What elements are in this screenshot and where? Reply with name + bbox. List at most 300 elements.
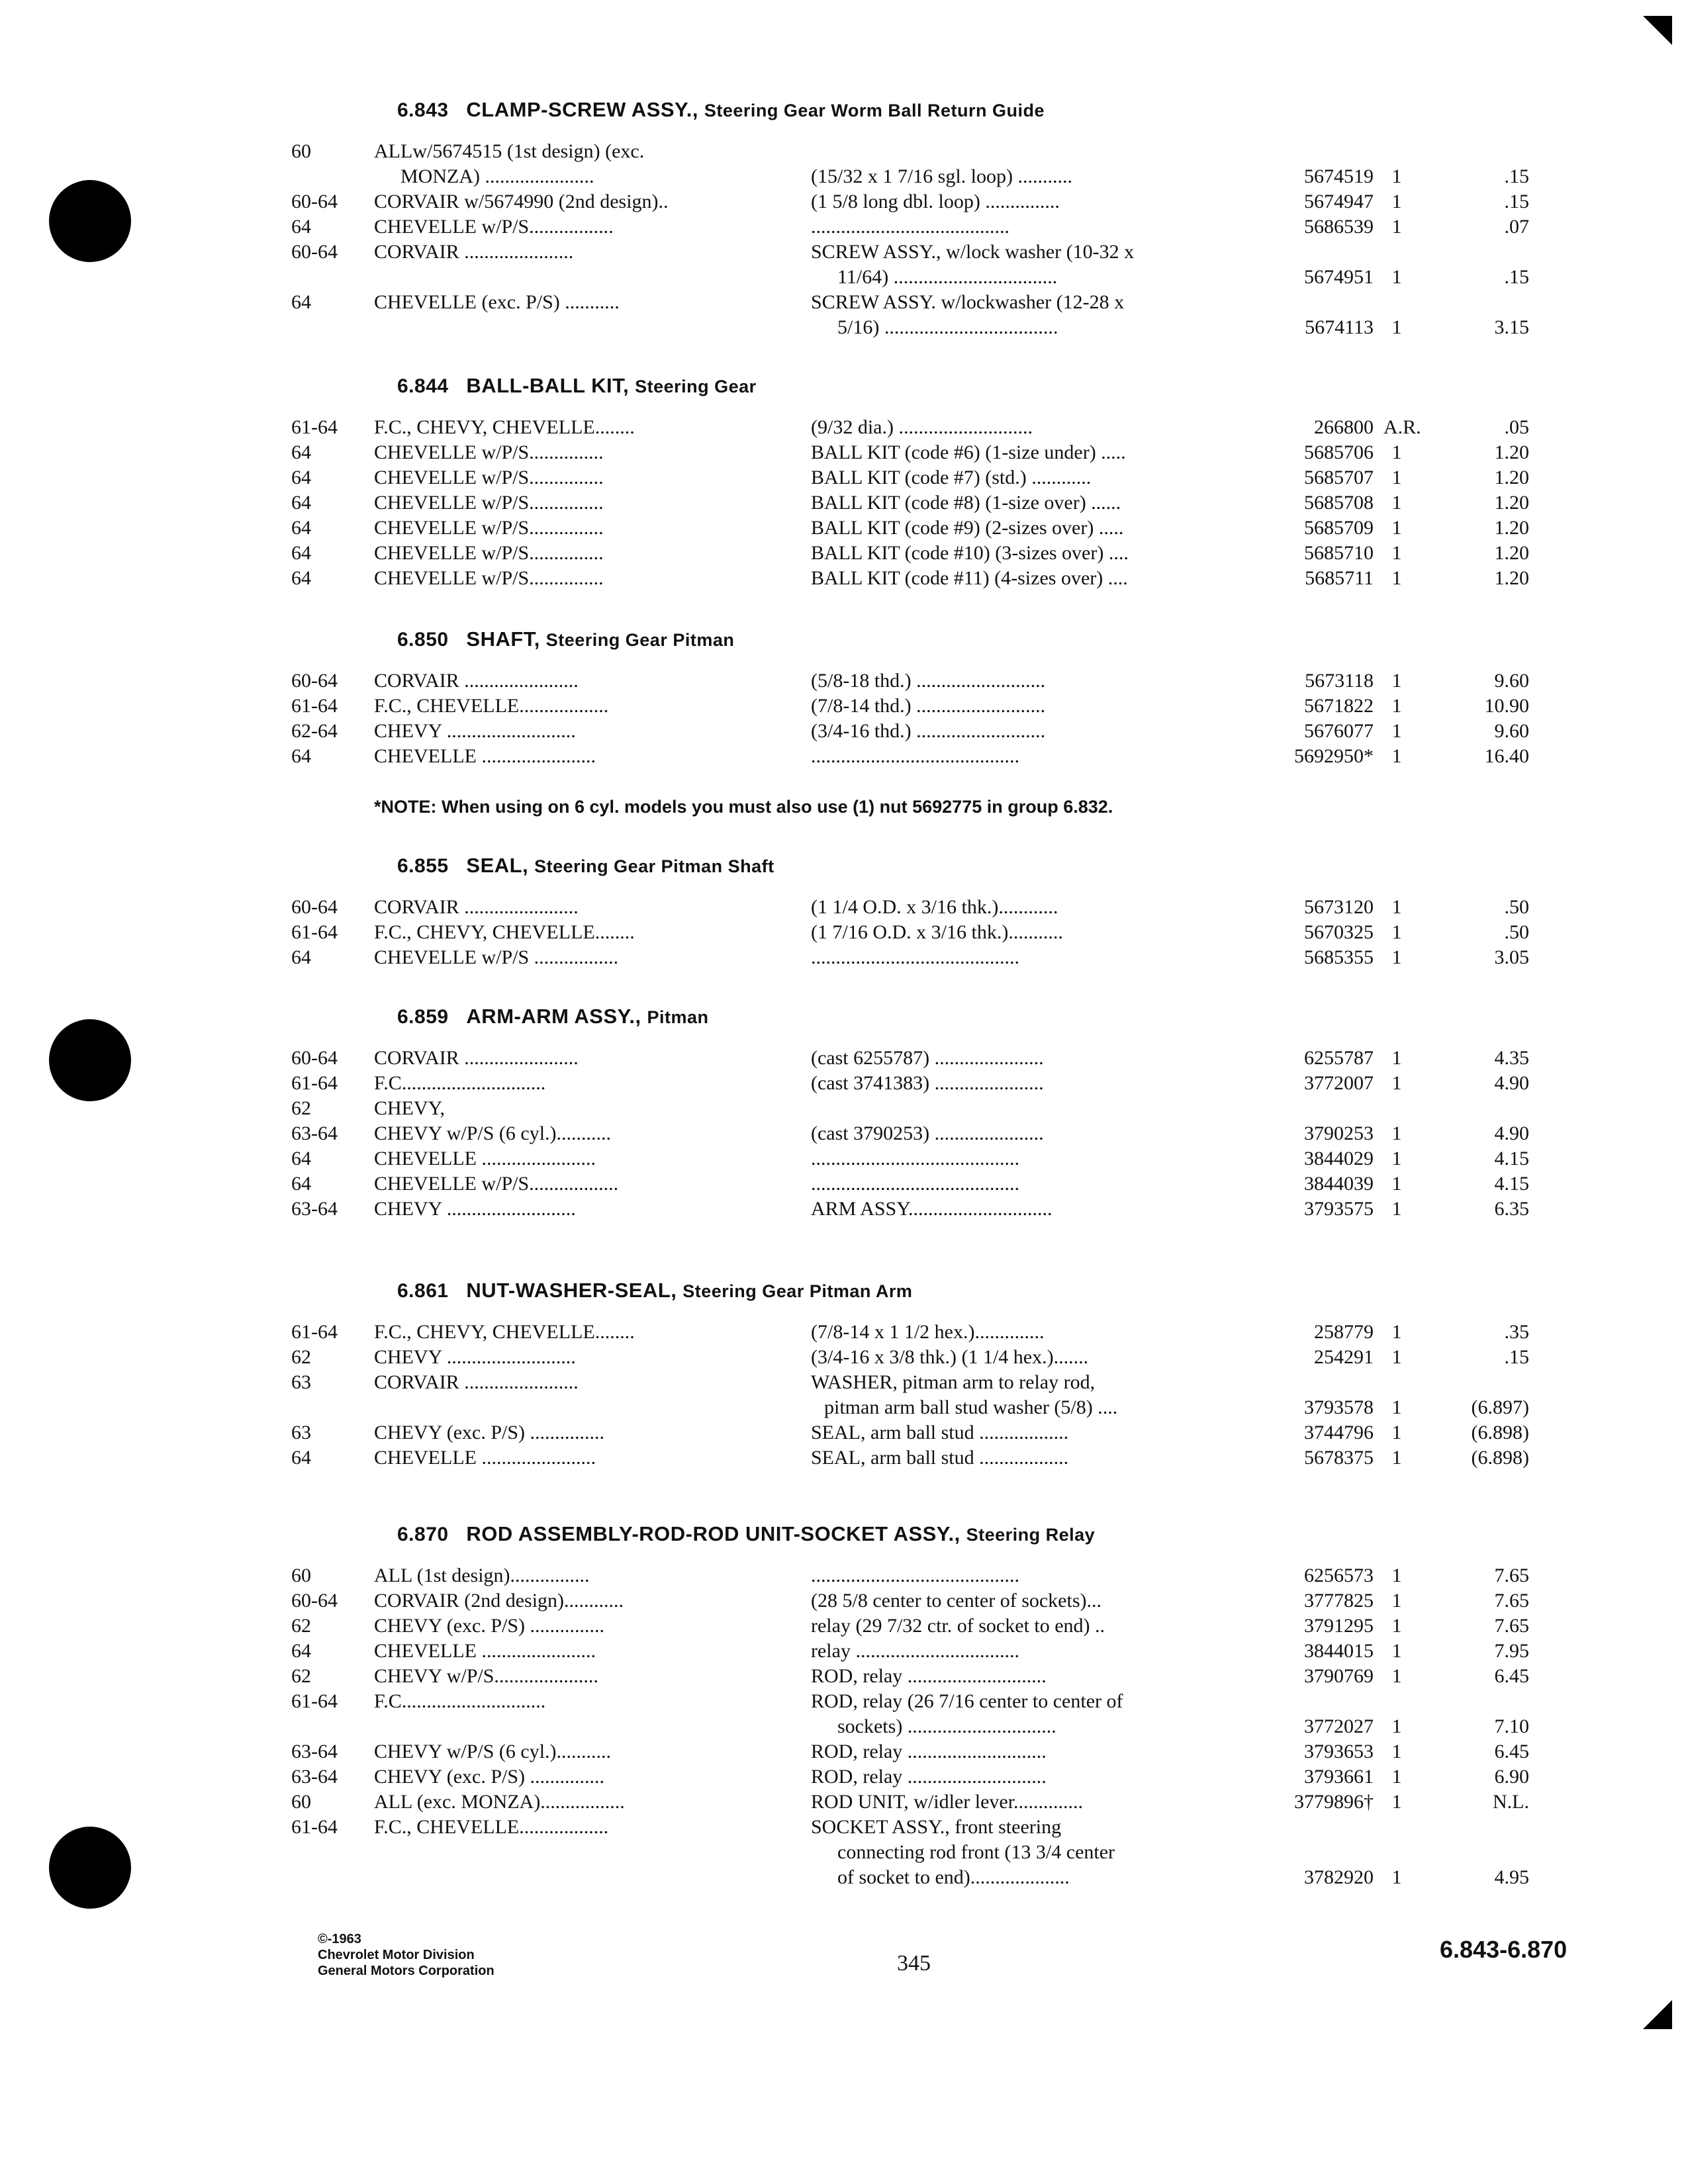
quantity-cell: 1 <box>1391 316 1402 338</box>
description-line: ROD, relay (26 7/16 center to center of <box>811 1690 1123 1712</box>
description-cell: (15/32 x 1 7/16 sgl. loop) ........... <box>811 165 1072 187</box>
quantity-cell: 1 <box>1391 216 1402 238</box>
price-cell: .05 <box>1504 416 1529 438</box>
model-cell: CHEVELLE w/P/S............... <box>374 567 604 589</box>
section-heading: CLAMP-SCREW ASSY., <box>466 98 699 121</box>
model-cell: CHEVELLE (exc. P/S) ........... <box>374 291 620 313</box>
description-cell: (9/32 dia.) ........................... <box>811 416 1033 438</box>
part-number-cell: 5670325 <box>1304 921 1374 943</box>
table-row <box>291 440 1589 465</box>
table-row <box>291 1420 1589 1445</box>
table-row <box>291 1197 1589 1222</box>
model-cell: CHEVELLE ....................... <box>374 1447 596 1469</box>
year-cell: 64 <box>291 745 311 767</box>
part-number-cell: 5673118 <box>1305 670 1374 692</box>
price-cell: (6.898) <box>1471 1447 1529 1469</box>
section-subheading: Steering Gear Pitman <box>545 630 735 650</box>
section-subheading: Steering Relay <box>966 1525 1096 1545</box>
part-number-cell: 258779 <box>1314 1321 1374 1343</box>
model-cell: CHEVELLE ....................... <box>374 1640 596 1662</box>
description-line: WASHER, pitman arm to relay rod, <box>811 1371 1096 1393</box>
section-6-850 <box>291 627 1589 769</box>
table-row <box>291 516 1589 541</box>
table-row <box>291 1046 1589 1071</box>
quantity-cell: 1 <box>1391 1047 1402 1069</box>
section-6-859 <box>291 1005 1589 1222</box>
price-cell: 3.15 <box>1494 316 1529 338</box>
year-cell: 62 <box>291 1665 311 1687</box>
price-cell: 4.35 <box>1494 1047 1529 1069</box>
description-cell: BALL KIT (code #6) (1-size under) ..... <box>811 441 1126 463</box>
part-number-cell: 3779896† <box>1294 1791 1374 1813</box>
model-cell: F.C., CHEVY, CHEVELLE........ <box>374 1321 635 1343</box>
part-number-cell: 3790253 <box>1304 1122 1374 1144</box>
description-cell: SEAL, arm ball stud .................. <box>811 1422 1069 1443</box>
quantity-cell: 1 <box>1391 1791 1402 1813</box>
model-cell: ALL (exc. MONZA)................. <box>374 1791 625 1813</box>
section-subheading: Steering Gear Pitman Shaft <box>534 856 774 876</box>
corner-mark-top-right <box>1643 16 1672 45</box>
description-cell: BALL KIT (code #7) (std.) ............ <box>811 467 1092 488</box>
price-cell: (6.897) <box>1471 1396 1529 1418</box>
description-cell: .......................................... <box>811 1173 1019 1195</box>
quantity-cell: 1 <box>1391 1122 1402 1144</box>
description-line: SCREW ASSY., w/lock washer (10-32 x <box>811 241 1135 263</box>
year-cell: 60-64 <box>291 241 338 263</box>
section-6-844 <box>291 374 1589 591</box>
quantity-cell: 1 <box>1391 946 1402 968</box>
table-row <box>291 1146 1589 1171</box>
year-cell: 64 <box>291 567 311 589</box>
year-cell: 61-64 <box>291 921 338 943</box>
description-cell: .......................................... <box>811 946 1019 968</box>
quantity-cell: 1 <box>1391 567 1402 589</box>
part-number-cell: 5674947 <box>1304 191 1374 212</box>
model-cell: F.C., CHEVY, CHEVELLE........ <box>374 921 635 943</box>
description-cell: (3/4-16 x 3/8 thk.) (1 1/4 hex.)....... <box>811 1346 1089 1368</box>
price-cell: 3.05 <box>1494 946 1529 968</box>
part-number-cell: 6255787 <box>1304 1047 1374 1069</box>
copyright-year: ©-1963 <box>318 1932 361 1946</box>
quantity-cell: 1 <box>1391 1565 1402 1586</box>
description-cell <box>811 1815 1241 1890</box>
quantity-cell: 1 <box>1391 1741 1402 1762</box>
part-number-cell: 5685355 <box>1304 946 1374 968</box>
part-number-cell: 5673120 <box>1304 896 1374 918</box>
table-row <box>291 668 1589 694</box>
part-number-cell: 5685710 <box>1304 542 1374 564</box>
description-cell: (7/8-14 thd.) .......................... <box>811 695 1046 717</box>
year-cell: 64 <box>291 492 311 514</box>
table-row <box>291 1563 1589 1588</box>
model-cell: CHEVY .......................... <box>374 1346 576 1368</box>
section-subheading: Pitman <box>647 1007 709 1027</box>
description-cell: (1 5/8 long dbl. loop) ............... <box>811 191 1060 212</box>
table-row <box>291 694 1589 719</box>
model-line: ALLw/5674515 (1st design) (exc. <box>374 140 645 162</box>
price-cell: 7.65 <box>1494 1615 1529 1637</box>
part-number-cell: 3772027 <box>1304 1715 1374 1737</box>
quantity-cell: 1 <box>1391 441 1402 463</box>
table-row <box>291 920 1589 945</box>
year-cell: 60 <box>291 140 311 162</box>
quantity-cell: 1 <box>1391 1321 1402 1343</box>
year-cell: 61-64 <box>291 1690 338 1712</box>
quantity-cell: 1 <box>1391 1148 1402 1169</box>
description-cell: BALL KIT (code #9) (2-sizes over) ..... <box>811 517 1124 539</box>
section-6-855 <box>291 854 1589 970</box>
description-cell: (5/8-18 thd.) .......................... <box>811 670 1046 692</box>
price-cell: 7.10 <box>1494 1715 1529 1737</box>
table-row <box>291 214 1589 240</box>
section-subheading: Steering Gear Pitman Arm <box>682 1281 913 1301</box>
year-cell: 60-64 <box>291 1047 338 1069</box>
description-cell: ROD, relay ............................ <box>811 1665 1047 1687</box>
description-cell: .......................................... <box>811 1148 1019 1169</box>
year-cell: 62 <box>291 1615 311 1637</box>
section-heading: SHAFT, <box>466 627 540 651</box>
quantity-cell: 1 <box>1391 1766 1402 1788</box>
section-number: 6.844 <box>397 375 449 397</box>
price-cell: 7.65 <box>1494 1590 1529 1612</box>
quantity-cell: 1 <box>1391 517 1402 539</box>
description-line: SOCKET ASSY., front steering <box>811 1816 1062 1838</box>
copyright-block <box>318 1931 494 1979</box>
part-number-cell: 5692950* <box>1294 745 1374 767</box>
quantity-cell: 1 <box>1391 492 1402 514</box>
year-cell: 60 <box>291 1565 311 1586</box>
part-number-cell: 3782920 <box>1304 1866 1374 1888</box>
model-cell: CHEVELLE w/P/S.................. <box>374 1173 619 1195</box>
section-6-870 <box>291 1522 1589 1890</box>
model-cell: CHEVELLE w/P/S................. <box>374 216 614 238</box>
part-number-cell: 5678375 <box>1304 1447 1374 1469</box>
model-cell: CORVAIR w/5674990 (2nd design).. <box>374 191 669 212</box>
part-number-cell: 3793578 <box>1304 1396 1374 1418</box>
quantity-cell: 1 <box>1391 1072 1402 1094</box>
table-row <box>291 744 1589 769</box>
quantity-cell: 1 <box>1391 1396 1402 1418</box>
quantity-cell: 1 <box>1391 467 1402 488</box>
description-cell <box>811 290 1241 340</box>
quantity-cell: 1 <box>1391 1715 1402 1737</box>
quantity-cell: 1 <box>1391 1447 1402 1469</box>
table-row <box>291 895 1589 920</box>
model-cell: CHEVELLE ....................... <box>374 745 596 767</box>
price-cell: 9.60 <box>1494 720 1529 742</box>
table-row <box>291 1445 1589 1471</box>
part-number-cell: 3791295 <box>1304 1615 1374 1637</box>
table-row <box>291 1815 1589 1890</box>
corner-mark-bottom-right <box>1643 2000 1672 2029</box>
model-cell: CORVAIR (2nd design)............ <box>374 1590 624 1612</box>
year-cell: 61-64 <box>291 1816 338 1838</box>
description-cell: ARM ASSY............................. <box>811 1198 1053 1220</box>
model-cell: F.C............................. <box>374 1072 546 1094</box>
section-subheading: Steering Gear Worm Ball Return Guide <box>704 101 1045 120</box>
part-number-cell: 3777825 <box>1304 1590 1374 1612</box>
quantity-cell: 1 <box>1391 266 1402 288</box>
part-number-cell: 5685706 <box>1304 441 1374 463</box>
description-cell: (cast 6255787) ...................... <box>811 1047 1044 1069</box>
description-cell: (7/8-14 x 1 1/2 hex.).............. <box>811 1321 1045 1343</box>
description-cell: relay ................................. <box>811 1640 1019 1662</box>
part-number-cell: 3790769 <box>1304 1665 1374 1687</box>
section-6-861 <box>291 1279 1589 1471</box>
description-cell: relay (29 7/32 ctr. of socket to end) .. <box>811 1615 1105 1637</box>
copyright-corporation: General Motors Corporation <box>318 1964 494 1978</box>
part-number-cell: 5686539 <box>1304 216 1374 238</box>
table-row <box>291 490 1589 516</box>
price-cell: .35 <box>1504 1321 1529 1343</box>
table-row <box>291 240 1589 290</box>
part-number-cell: 3793653 <box>1304 1741 1374 1762</box>
part-number-cell: 5674951 <box>1304 266 1374 288</box>
description-cell: .......................................... <box>811 1565 1019 1586</box>
year-cell: 62 <box>291 1097 311 1119</box>
model-line: MONZA) ...................... <box>400 165 594 187</box>
section-title <box>397 627 1589 651</box>
binder-hole-bottom <box>49 1827 131 1909</box>
part-number-cell: 5685707 <box>1304 467 1374 488</box>
table-row <box>291 945 1589 970</box>
description-cell: (1 1/4 O.D. x 3/16 thk.)............ <box>811 896 1058 918</box>
quantity-cell: 1 <box>1391 1173 1402 1195</box>
part-number-cell: 3844039 <box>1304 1173 1374 1195</box>
quantity-cell: 1 <box>1391 720 1402 742</box>
model-cell: CHEVELLE w/P/S............... <box>374 492 604 514</box>
model-cell: CHEVY w/P/S (6 cyl.)........... <box>374 1122 612 1144</box>
price-cell: 4.95 <box>1494 1866 1529 1888</box>
price-cell: .07 <box>1504 216 1529 238</box>
description-line: SCREW ASSY. w/lockwasher (12-28 x <box>811 291 1125 313</box>
price-cell: .50 <box>1504 896 1529 918</box>
year-cell: 64 <box>291 291 311 313</box>
binder-hole-middle <box>49 1019 131 1101</box>
table-row <box>291 1664 1589 1689</box>
year-cell: 64 <box>291 542 311 564</box>
description-cell: (28 5/8 center to center of sockets)... <box>811 1590 1102 1612</box>
quantity-cell: 1 <box>1391 191 1402 212</box>
section-number: 6.843 <box>397 99 449 121</box>
model-cell: CHEVELLE w/P/S............... <box>374 542 604 564</box>
price-cell: .15 <box>1504 266 1529 288</box>
description-cell: BALL KIT (code #10) (3-sizes over) .... <box>811 542 1129 564</box>
table-row <box>291 1790 1589 1815</box>
model-cell: ALL (1st design)................ <box>374 1565 590 1586</box>
part-number-cell: 254291 <box>1314 1346 1374 1368</box>
year-cell: 61-64 <box>291 1321 338 1343</box>
year-cell: 61-64 <box>291 1072 338 1094</box>
section-number: 6.861 <box>397 1280 449 1302</box>
quantity-cell: 1 <box>1391 1346 1402 1368</box>
section-number: 6.859 <box>397 1006 449 1028</box>
year-cell: 60-64 <box>291 896 338 918</box>
model-cell: CORVAIR ....................... <box>374 1047 579 1069</box>
part-number-cell: 3844029 <box>1304 1148 1374 1169</box>
year-cell: 63-64 <box>291 1741 338 1762</box>
price-cell: 6.45 <box>1494 1741 1529 1762</box>
section-title <box>397 1005 1589 1028</box>
model-cell: CHEVY .......................... <box>374 720 576 742</box>
section-heading: ARM-ARM ASSY., <box>466 1005 641 1028</box>
footnote: *NOTE: When using on 6 cyl. models you must also use (1) nut 5692775 in group 6.832. <box>374 797 1113 817</box>
group-range-label: 6.843-6.870 <box>1440 1936 1568 1963</box>
part-number-cell: 5685711 <box>1305 567 1374 589</box>
year-cell: 60 <box>291 1791 311 1813</box>
description-cell: BALL KIT (code #11) (4-sizes over) .... <box>811 567 1128 589</box>
part-number-cell: 5685708 <box>1304 492 1374 514</box>
year-cell: 63 <box>291 1371 311 1393</box>
section-title <box>397 374 1589 398</box>
quantity-cell: 1 <box>1391 165 1402 187</box>
description-cell: (3/4-16 thd.) .......................... <box>811 720 1046 742</box>
part-number-cell: 5676077 <box>1304 720 1374 742</box>
table-row <box>291 139 1589 189</box>
table-row <box>291 1739 1589 1764</box>
model-cell: CORVAIR ....................... <box>374 896 579 918</box>
description-cell: BALL KIT (code #8) (1-size over) ...... <box>811 492 1121 514</box>
section-heading: BALL-BALL KIT, <box>466 374 630 397</box>
table-row <box>291 1689 1589 1739</box>
quantity-cell: 1 <box>1391 1866 1402 1888</box>
section-title <box>397 854 1589 878</box>
description-line: pitman arm ball stud washer (5/8) .... <box>824 1396 1118 1418</box>
model-cell: F.C............................. <box>374 1690 546 1712</box>
quantity-cell: 1 <box>1391 1590 1402 1612</box>
model-cell: CHEVY, <box>374 1097 445 1119</box>
part-number-cell: 266800 <box>1314 416 1374 438</box>
section-heading: NUT-WASHER-SEAL, <box>466 1279 677 1302</box>
table-row <box>291 1370 1589 1420</box>
price-cell: 4.90 <box>1494 1122 1529 1144</box>
price-cell: N.L. <box>1493 1791 1529 1813</box>
year-cell: 60-64 <box>291 1590 338 1612</box>
price-cell: 10.90 <box>1484 695 1529 717</box>
table-row <box>291 1071 1589 1096</box>
section-heading: SEAL, <box>466 854 529 877</box>
model-cell: CHEVELLE ....................... <box>374 1148 596 1169</box>
section-number: 6.870 <box>397 1524 449 1545</box>
model-cell: CHEVELLE w/P/S............... <box>374 517 604 539</box>
model-cell: F.C., CHEVELLE.................. <box>374 695 609 717</box>
table-row <box>291 1096 1589 1121</box>
table-row <box>291 1614 1589 1639</box>
year-cell: 64 <box>291 517 311 539</box>
model-cell: CHEVY (exc. P/S) ............... <box>374 1422 605 1443</box>
section-heading: ROD ASSEMBLY-ROD-ROD UNIT-SOCKET ASSY., <box>466 1522 961 1545</box>
description-cell: SEAL, arm ball stud .................. <box>811 1447 1069 1469</box>
table-row <box>291 1345 1589 1370</box>
year-cell: 60-64 <box>291 670 338 692</box>
model-cell: CHEVY w/P/S (6 cyl.)........... <box>374 1741 612 1762</box>
price-cell: (6.898) <box>1471 1422 1529 1443</box>
table-row <box>291 1121 1589 1146</box>
quantity-cell: 1 <box>1391 542 1402 564</box>
year-cell: 63 <box>291 1422 311 1443</box>
model-cell: CHEVY .......................... <box>374 1198 576 1220</box>
year-cell: 64 <box>291 1447 311 1469</box>
part-number-cell: 5671822 <box>1304 695 1374 717</box>
year-cell: 63-64 <box>291 1198 338 1220</box>
year-cell: 61-64 <box>291 695 338 717</box>
price-cell: 1.20 <box>1494 567 1529 589</box>
section-subheading: Steering Gear <box>635 377 757 396</box>
quantity-cell: 1 <box>1391 1615 1402 1637</box>
table-row <box>291 1320 1589 1345</box>
section-6-843 <box>291 98 1589 340</box>
table-row <box>291 1171 1589 1197</box>
copyright-division: Chevrolet Motor Division <box>318 1948 475 1962</box>
description-cell <box>811 1689 1241 1739</box>
price-cell: 16.40 <box>1484 745 1529 767</box>
year-cell: 64 <box>291 1173 311 1195</box>
quantity-cell: 1 <box>1391 921 1402 943</box>
year-cell: 64 <box>291 1148 311 1169</box>
description-cell: .......................................... <box>811 745 1019 767</box>
part-number-cell: 3793575 <box>1304 1198 1374 1220</box>
year-cell: 64 <box>291 441 311 463</box>
year-cell: 63-64 <box>291 1122 338 1144</box>
part-number-cell: 3772007 <box>1304 1072 1374 1094</box>
price-cell: .15 <box>1504 165 1529 187</box>
table-row <box>291 719 1589 744</box>
model-cell: CORVAIR ....................... <box>374 1371 579 1393</box>
description-line: sockets) .............................. <box>837 1715 1056 1737</box>
description-cell: (1 7/16 O.D. x 3/16 thk.)........... <box>811 921 1063 943</box>
price-cell: 1.20 <box>1494 467 1529 488</box>
quantity-cell: 1 <box>1391 1422 1402 1443</box>
description-cell: (cast 3790253) ...................... <box>811 1122 1044 1144</box>
part-number-cell: 5674113 <box>1305 316 1374 338</box>
model-cell: CHEVY w/P/S..................... <box>374 1665 598 1687</box>
model-cell: CHEVY (exc. P/S) ............... <box>374 1615 605 1637</box>
description-cell: ROD, relay ............................ <box>811 1741 1047 1762</box>
table-row <box>291 415 1589 440</box>
price-cell: .15 <box>1504 1346 1529 1368</box>
year-cell: 60-64 <box>291 191 338 212</box>
table-row <box>291 1588 1589 1614</box>
part-number-cell: 5674519 <box>1304 165 1374 187</box>
description-line: 11/64) ................................. <box>837 266 1058 288</box>
price-cell: 1.20 <box>1494 441 1529 463</box>
price-cell: 9.60 <box>1494 670 1529 692</box>
table-row <box>291 189 1589 214</box>
year-cell: 64 <box>291 946 311 968</box>
description-cell <box>811 240 1241 290</box>
model-cell: CHEVY (exc. P/S) ............... <box>374 1766 605 1788</box>
table-row <box>291 566 1589 591</box>
description-line: of socket to end).................... <box>837 1866 1070 1888</box>
quantity-cell: 1 <box>1391 1198 1402 1220</box>
table-row <box>291 1764 1589 1790</box>
model-cell: CHEVELLE w/P/S............... <box>374 441 604 463</box>
part-number-cell: 6256573 <box>1304 1565 1374 1586</box>
price-cell: 4.15 <box>1494 1173 1529 1195</box>
price-cell: 6.35 <box>1494 1198 1529 1220</box>
section-title <box>397 1522 1589 1546</box>
part-number-cell: 3744796 <box>1304 1422 1374 1443</box>
price-cell: 1.20 <box>1494 492 1529 514</box>
year-cell: 64 <box>291 1640 311 1662</box>
quantity-cell: 1 <box>1391 1665 1402 1687</box>
year-cell: 64 <box>291 216 311 238</box>
table-row <box>291 1639 1589 1664</box>
description-cell: ROD, relay ............................ <box>811 1766 1047 1788</box>
table-row <box>291 541 1589 566</box>
description-line: connecting rod front (13 3/4 center <box>837 1841 1115 1863</box>
quantity-cell: A.R. <box>1383 416 1421 438</box>
